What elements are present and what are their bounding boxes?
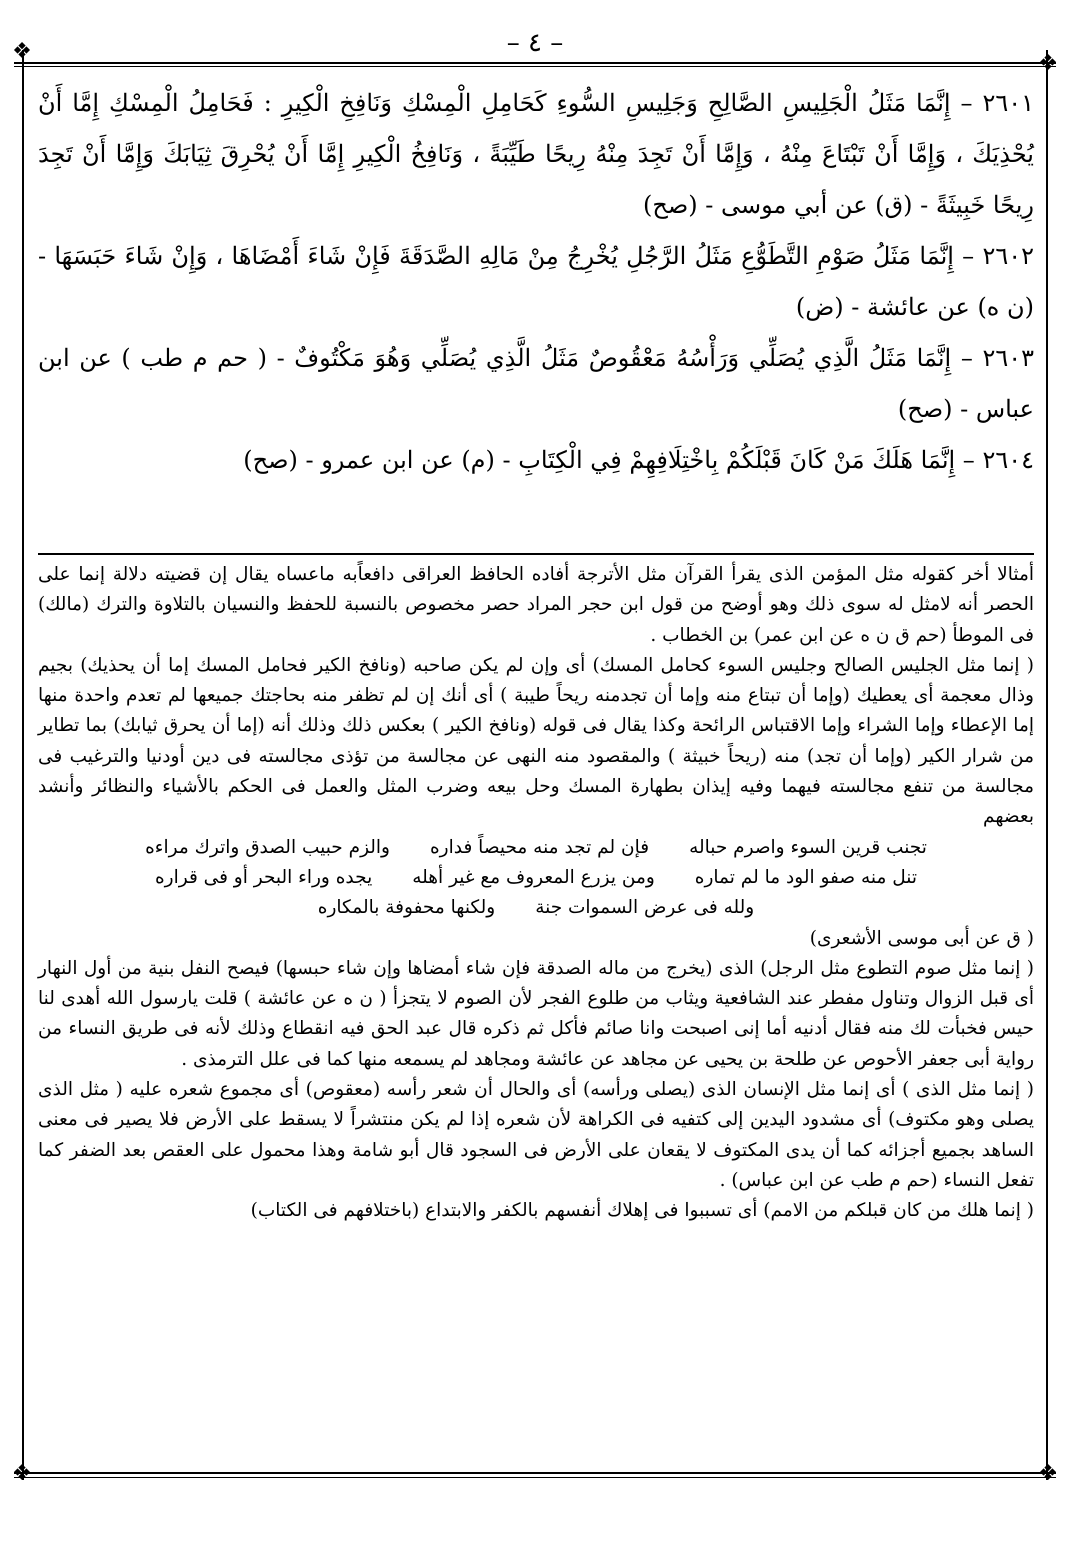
hemistich: يجده وراء البحر أو فى قراره xyxy=(154,866,373,888)
page-number: – ٤ – xyxy=(506,28,564,58)
hemistich: تنل منه صفو الود ما لم تماره xyxy=(694,866,918,888)
hadith-2603: ٢٦٠٣ – إِنَّمَا مَثَلُ الَّذِي يُصَلِّي وَرَأْسُهُ مَعْقُوصٌ مَثَلُ الَّذِي يُصَلِّي وَهُوَ مَكْتُوفٌ - ( حم م طب ) عن ابن عباس - (صح) xyxy=(38,344,1035,423)
hemistich: ولكنها محفوفة بالمكاره xyxy=(317,897,496,919)
commentary-paragraph: أمثالا أخر كقوله مثل المؤمن الذى يقرأ القرآن مثل الأترجة أفاده الحافظ العراقى دافعاًبه ماعساه يقال إن قضيته دلالة إنما على الحصر أنه لامثل له سوى ذلك وهو أوضح من قول ابن حجر المراد حصر مخصوص بالنسبة للحفظ والنسيان بالتلاوة والترك (مالك) فى الموطأ (حم ق ن ه عن ابن عمر) بن الخطاب . xyxy=(38,564,1034,646)
hemistich: ومن يزرع المعروف مع غير أهله xyxy=(412,866,655,888)
hadith-text-section xyxy=(38,78,1034,486)
poem-verse xyxy=(38,863,1034,893)
poem-block xyxy=(38,833,1034,924)
poem-verse xyxy=(38,833,1034,863)
hadith-2601: ٢٦٠١ – إِنَّمَا مَثَلُ الْجَلِيسِ الصَّالِحِ وَجَلِيسِ السُّوءِ كَحَامِلِ الْمِسْكِ وَنَافِخِ الْكِيرِ : فَحَامِلُ الْمِسْكِ إِمَّا أَنْ يُحْذِيَكَ ، وَإِمَّا أَنْ تَبْتَاعَ مِنْهُ ، وَإِمَّا أَنْ تَجِدَ مِنْهُ رِيحًا طَيِّبَةً ، وَنَافِخُ الْكِيرِ إِمَّا أَنْ يُحْرِقَ ثِيَابَكَ وَإِمَّا أَنْ تَجِدَ رِيحًا خَبِيثَةً - (ق) عن أبي موسى - (صح) xyxy=(38,89,1034,219)
hemistich: تجنب قرين السوء واصرم حباله xyxy=(689,836,927,858)
top-frame-rule-inner xyxy=(14,66,1056,67)
right-frame-rule xyxy=(1046,50,1048,1480)
hemistich: ولله فى عرض السموات جنة xyxy=(535,897,755,919)
section-separator xyxy=(38,553,1034,555)
hadith-2604: ٢٦٠٤ – إِنَّمَا هَلَكَ مَنْ كَانَ قَبْلَكُمْ بِاخْتِلَافِهِمْ فِي الْكِتَابِ - (م) عن ابن عمرو - (صح) xyxy=(243,446,1034,474)
corner-ornament-icon: ❖ xyxy=(12,39,32,64)
hemistich: والزم حبيب الصدق واترك مراءه xyxy=(145,836,390,858)
hemistich: فإن لم تجد منه محيصاً فداره xyxy=(429,836,650,858)
bottom-frame-rule-inner xyxy=(14,1477,1056,1478)
hadith-2602: ٢٦٠٢ – إِنَّمَا مَثَلُ صَوْمِ التَّطَوُّعِ مَثَلُ الرَّجُلِ يُخْرِجُ مِنْ مَالِهِ الصَّدَقَةَ فَإِنْ شَاءَ أَمْضَاهَا ، وَإِنْ شَاءَ حَبَسَهَا - (ن ه) عن عائشة - (ض) xyxy=(38,242,1034,321)
commentary-section xyxy=(38,560,1034,1227)
corner-ornament-icon: ❖ xyxy=(1038,1461,1058,1486)
commentary-paragraph: ( إنما مثل الذى ) أى إنما مثل الإنسان الذى (يصلى ورأسه) أى والحال أن شعر رأسه (معقوص) أى مجموع شعره عليه ( مثل الذى يصلى وهو مكتوف) أى مشدود اليدين إلى كتفيه فى الكراهة لأن شعره إذا لم يكن منتشراً لا يسقط على الأرض فلا يصير فى معنى الساهد بجميع أجزائه كما أن يدى المكتوف لا يقعان على الأرض فى السجود قال أبو شامة وهذا محمول على العقص بعد الضفر كما تفعل النساء (حم م طب عن ابن عباس) . xyxy=(38,1079,1034,1191)
top-frame-rule xyxy=(14,62,1056,64)
commentary-paragraph: ( إنما مثل صوم التطوع مثل الرجل) الذى (يخرج من ماله الصدقة فإن شاء أمضاها وإن شاء حبسها) فيصح النفل بنية من أول النهار أى قبل الزوال وتناول مفطر عند الشافعية ويثاب من طلوع الفجر لأن الصوم لا يتجزأ ( ن ه عن عائشة ) قلت يارسول الله أهدى لنا حيس فخبأت لك منه فقال أدنيه أما إنى اصبحت وانا صائم فأكل ثم ذكره قال عبد الحق فيه انقطاع وذلك لأنه فى طريق النساء من رواية أبى جعفر الأحوص عن طلحة بن يحيى عن مجاهد عن عائشة ومجاهد لم يسمعه منها كما فى علل الترمذى . xyxy=(38,957,1034,1070)
left-frame-rule xyxy=(22,50,24,1480)
commentary-citation: ( ق عن أبى موسى الأشعرى) xyxy=(809,927,1034,949)
commentary-paragraph: ( إنما مثل الجليس الصالح وجليس السوء كحامل المسك) أى وإن لم يكن صاحبه (ونافخ الكير فحامل المسك إما أن يحذيك) بجيم وذال معجمة أى يعطيك (وإما أن تبتاع منه وإما أن تجدمنه ريحاً طيبة ) أى أنك إن لم تظفر منه بحاجتك جميعها لم تعدم واحدة منها إما الإعطاء وإما الشراء وإما الاقتباس الرائحة وكذا يقال فى قوله (ونافخ الكير ) بعكس ذلك وذلك أنه (إما أن يحرق ثيابك) بما تطاير من شرار الكير (وإما أن تجد) منه (ريحاً خبيثة ) والمقصود منه النهى عن مجالسة من تؤذى مجالسته فى دين أودنيا والترغيب فى مجالسة من تنفع مجالسته فيهما وفيه إيذان بطهارة المسك وحل بيعه وضرب المثل والعمل فى الحكم بالأشياء والنظائر وأنشد بعضهم xyxy=(38,654,1034,828)
poem-verse xyxy=(38,893,1034,923)
bottom-frame-rule xyxy=(14,1472,1056,1474)
corner-ornament-icon: ❖ xyxy=(12,1461,32,1486)
corner-ornament-icon: ❖ xyxy=(1038,51,1058,76)
commentary-paragraph: ( إنما هلك من كان قبلكم من الامم) أى تسببوا فى إهلاك أنفسهم بالكفر والابتداع (باختلافهم فى الكتاب) xyxy=(250,1200,1034,1222)
